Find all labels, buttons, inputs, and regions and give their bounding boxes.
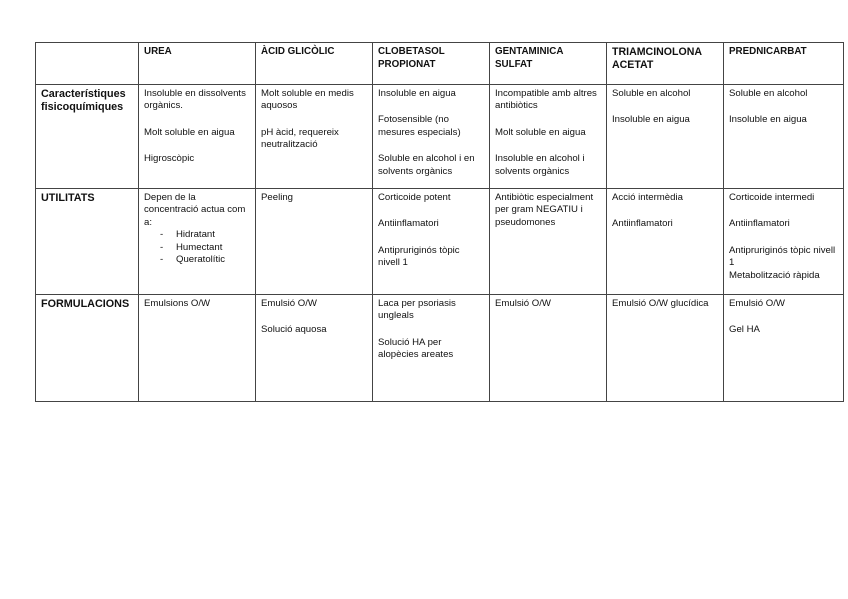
list-item: - Hidratant <box>160 229 250 241</box>
cell-paragraph: Molt soluble en medis aquosos <box>261 88 354 112</box>
cell-paragraph: Emulsió O/W glucídica <box>612 298 709 309</box>
table-cell <box>490 85 607 189</box>
header-label: TRIAMCINOLONA ACETAT <box>612 46 702 71</box>
cell-paragraph: Emulsions O/W <box>144 298 211 309</box>
table-cell <box>607 85 724 189</box>
list-item: - Queratolític <box>160 254 250 266</box>
cell-paragraph: Fotosensible (no mesures especials) <box>378 114 461 138</box>
cell-paragraph: Peeling <box>261 192 294 203</box>
cell-paragraph: Antipruriginós tòpic nivell 1 <box>378 244 460 269</box>
cell-paragraph: Emulsió O/W <box>729 298 785 309</box>
cell-paragraph: Antiinflamatori <box>378 218 439 230</box>
cell-paragraph: pH àcid, requereix neutralització <box>261 126 339 151</box>
table-cell <box>724 189 844 295</box>
table-row <box>36 189 844 295</box>
cell-paragraph: Antipruriginós tòpic nivell 1 Metabolització ràpida <box>729 244 836 281</box>
table-cell <box>373 189 490 295</box>
cell-paragraph: Molt soluble en aigua <box>495 126 586 138</box>
table-row <box>36 295 844 402</box>
cell-paragraph: Insoluble en aigua <box>612 114 690 126</box>
cell-paragraph: Insoluble en alcohol i solvents orgànics <box>495 153 585 177</box>
cell-paragraph: Emulsió O/W <box>495 298 551 309</box>
cell-paragraph: Insoluble en aigua <box>729 114 807 126</box>
cell-paragraph: Antiinflamatori <box>612 218 673 230</box>
row-label-cell <box>36 295 139 402</box>
table-cell <box>139 189 256 295</box>
table-cell <box>256 85 373 189</box>
cell-paragraph: Depen de la concentració actua com a: <box>144 192 246 228</box>
table-cell <box>139 85 256 189</box>
table-cell <box>373 295 490 402</box>
cell-paragraph: Soluble en alcohol <box>729 88 808 99</box>
cell-paragraph: Insoluble en dissolvents orgànics. <box>144 88 246 112</box>
cell-paragraph: Corticoide potent <box>378 192 451 203</box>
cell-paragraph: Acció intermèdia <box>612 192 683 203</box>
table-row <box>36 85 844 189</box>
row-label: Característiques fisicoquímiques <box>41 88 126 113</box>
cell-paragraph: Gel HA <box>729 324 760 336</box>
cell-paragraph: Insoluble en aigua <box>378 88 456 99</box>
bullet-list <box>144 229 250 266</box>
header-label: PREDNICARBAT <box>729 46 807 57</box>
table-cell <box>490 295 607 402</box>
header-cell <box>256 43 373 85</box>
cell-paragraph: Solució HA per alopècies areates <box>378 336 454 361</box>
header-cell <box>607 43 724 85</box>
header-cell <box>724 43 844 85</box>
cell-paragraph: Soluble en alcohol <box>612 88 691 99</box>
cell-paragraph: Corticoide intermedi <box>729 192 815 203</box>
cell-paragraph: Molt soluble en aigua <box>144 126 235 138</box>
header-cell <box>139 43 256 85</box>
header-row <box>36 43 844 85</box>
list-item: - Humectant <box>160 242 250 254</box>
table-cell <box>607 295 724 402</box>
header-label: CLOBETASOL PROPIONAT <box>378 46 445 70</box>
table-cell <box>256 189 373 295</box>
comparison-table <box>35 42 844 402</box>
row-label-cell <box>36 85 139 189</box>
row-label-cell <box>36 189 139 295</box>
cell-paragraph: Incompatible amb altres antibiòtics <box>495 88 597 112</box>
row-label: UTILITATS <box>41 192 95 204</box>
cell-paragraph: Antiinflamatori <box>729 218 790 230</box>
header-label: UREA <box>144 46 172 57</box>
table-cell <box>139 295 256 402</box>
row-label: FORMULACIONS <box>41 298 130 310</box>
header-label: ÀCID GLICÒLIC <box>261 46 335 57</box>
cell-paragraph: Antibiòtic especialment per gram NEGATIU i pseudomones <box>495 192 594 228</box>
header-cell-empty <box>36 43 139 85</box>
header-label: GENTAMINICA SULFAT <box>495 46 564 70</box>
cell-paragraph: Emulsió O/W <box>261 298 317 309</box>
table-cell <box>607 189 724 295</box>
cell-paragraph: Laca per psoriasis ungleals <box>378 298 456 322</box>
header-cell <box>490 43 607 85</box>
table-cell <box>256 295 373 402</box>
header-cell <box>373 43 490 85</box>
cell-paragraph: Higroscòpic <box>144 153 195 165</box>
table-cell <box>724 85 844 189</box>
table-cell <box>724 295 844 402</box>
table-cell <box>490 189 607 295</box>
cell-paragraph: Solució aquosa <box>261 324 327 336</box>
table-cell <box>373 85 490 189</box>
cell-paragraph: Soluble en alcohol i en solvents orgànics <box>378 153 475 177</box>
